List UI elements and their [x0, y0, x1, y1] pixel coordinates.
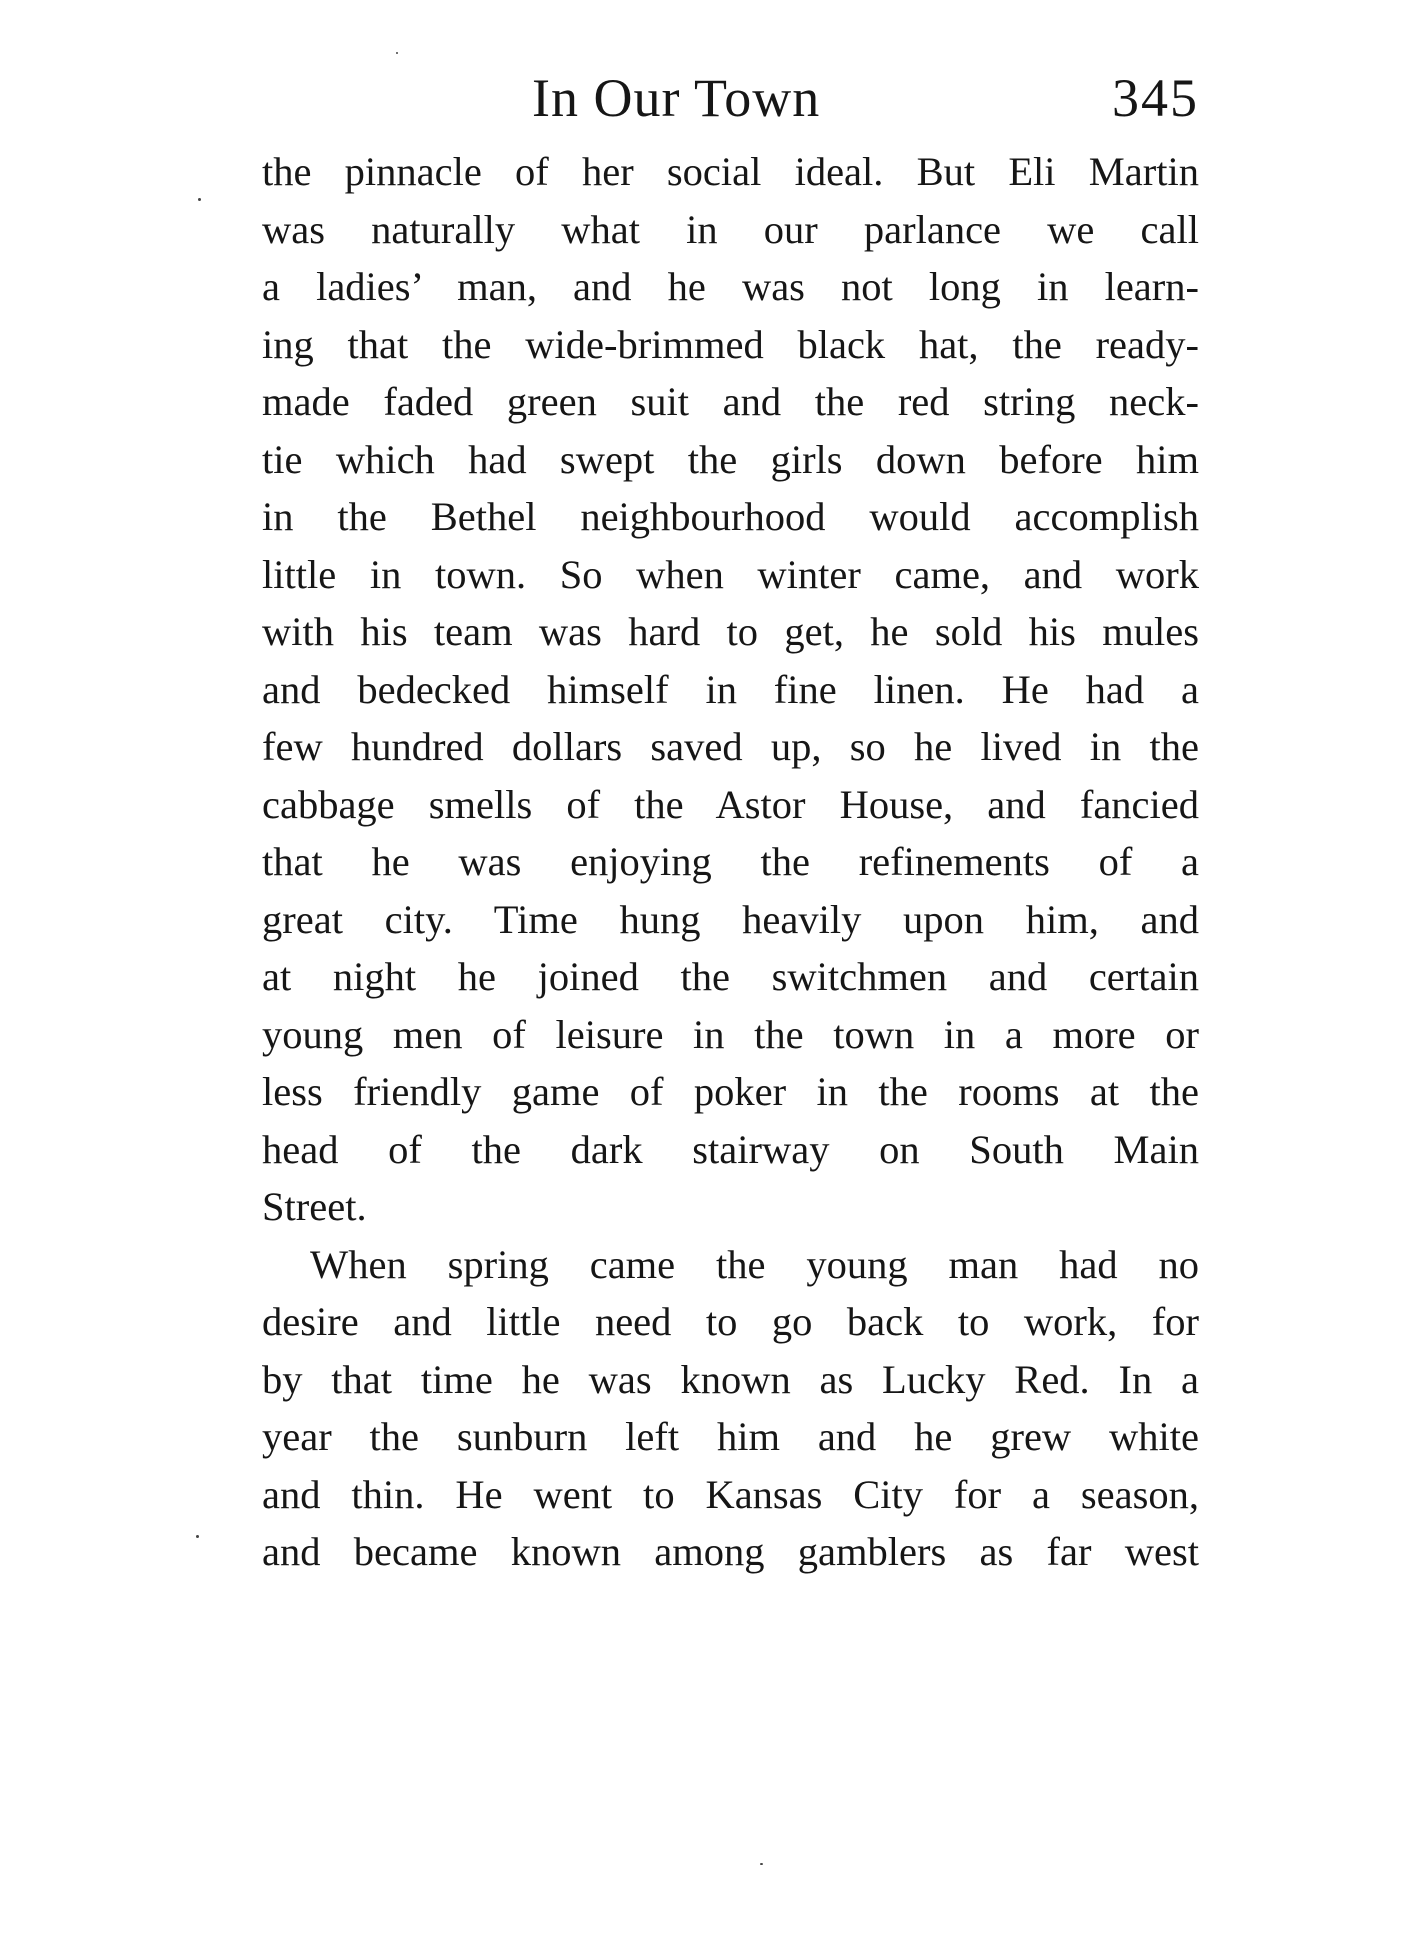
- text-line: by that time he was known as Lucky Red. In a: [262, 1356, 1199, 1402]
- text-line: with his team was hard to get, he sold his mules: [262, 609, 1199, 654]
- scan-speck: [396, 52, 398, 54]
- text-line: few hundred dollars saved up, so he lived in the: [262, 724, 1199, 769]
- text-line: little in town. So when winter came, and work: [262, 551, 1199, 597]
- text-line: cabbage smells of the Astor House, and fancied: [262, 781, 1199, 827]
- text-line: that he was enjoying the refinements of a: [262, 839, 1199, 884]
- running-head: [262, 58, 1199, 138]
- scan-speck: [196, 1535, 199, 1538]
- running-title: In Our Town: [532, 68, 821, 128]
- body-text: [262, 143, 1199, 1581]
- scan-speck: [760, 1863, 763, 1865]
- text-line: young men of leisure in the town in a more or: [262, 1011, 1199, 1057]
- text-line: the pinnacle of her social ideal. But Eli Martin: [262, 149, 1199, 194]
- text-line: great city. Time hung heavily upon him, and: [262, 896, 1199, 942]
- text-line: head of the dark stairway on South Main: [262, 1126, 1199, 1172]
- text-line: and thin. He went to Kansas City for a season,: [262, 1471, 1199, 1517]
- text-line: was naturally what in our parlance we call: [262, 206, 1199, 252]
- text-line: desire and little need to go back to work, for: [262, 1299, 1199, 1344]
- text-line: tie which had swept the girls down before him: [262, 436, 1199, 482]
- scan-speck: [198, 198, 201, 201]
- text-line: a ladies’ man, and he was not long in learn-: [262, 264, 1199, 309]
- text-line: When spring came the young man had no: [310, 1241, 1199, 1287]
- text-line: in the Bethel neighbourhood would accomplish: [262, 494, 1199, 539]
- page-number: 345: [1112, 68, 1199, 128]
- text-line: and became known among gamblers as far west: [262, 1529, 1199, 1574]
- text-line: ing that the wide-brimmed black hat, the ready-: [262, 321, 1199, 367]
- text-line: year the sunburn left him and he grew white: [262, 1414, 1199, 1459]
- text-line: and bedecked himself in fine linen. He had a: [262, 666, 1199, 712]
- text-line: Street.: [262, 1184, 367, 1229]
- text-line: made faded green suit and the red string neck-: [262, 379, 1199, 424]
- text-line: less friendly game of poker in the rooms at the: [262, 1069, 1199, 1114]
- text-line: at night he joined the switchmen and certain: [262, 954, 1199, 999]
